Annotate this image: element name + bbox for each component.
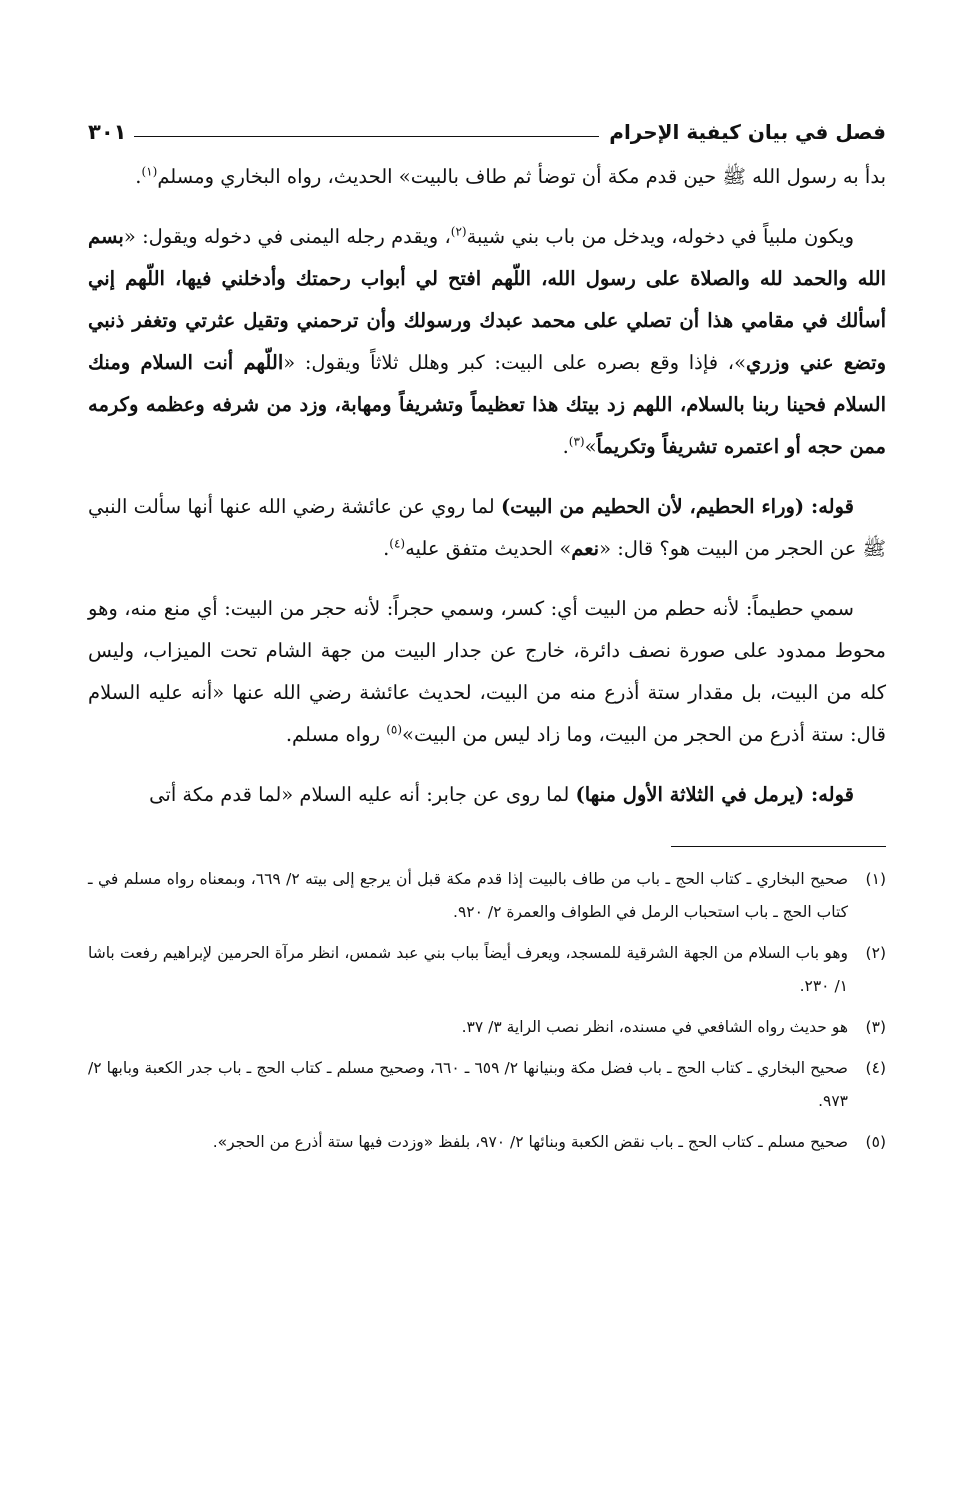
paragraph-2: ويكون ملبياً في دخوله، ويدخل من باب بني شيبة$^{(٢)}$، ويقدم رجله اليمنى في دخوله ويقول: «بسم الله والحمد لله والصلاة على رسول الله، اللّهم افتح لي أبواب رحمتك وأدخلني فيها، اللّهم إني أسألك في مقامي هذا أن تصلي على محمد عبدك ورسولك وأن ترحمني وتقيل عثرتي وتغفر ذنبي وتضع عني وزري»، فإذا وقع بصره على البيت: كبر وهلل ثلاثاً ويقول: «اللّهم أنت السلام ومنك السلام فحينا ربنا بالسلام، اللهم زد بيتك هذا تعظيماً وتشريفاً ومهابة، وزد من شرفه وعظمه وكرمه ممن حجه أو اعتمره تشريفاً وتكريماً»$^{(٣)}$. (88, 224, 886, 458)
footnote-item (88, 1126, 886, 1159)
quote-heading: قوله: (وراء الحطيم، لأن الحطيم من البيت) (500, 495, 854, 518)
footnote-ref-4: (٤) (389, 536, 406, 551)
footnote-item (88, 1011, 886, 1044)
footnote-mark: (٢) (865, 944, 886, 962)
footnote-text: صحيح البخاري ـ كتاب الحج ـ باب من طاف بالبيت إذا قدم مكة قبل أن يرجع إلى بيته ٢/ ٦٦٩، وبمعناه رواه مسلم في ـ كتاب الحج ـ باب استحباب الرمل في الطواف والعمرة ٢/ ٩٢٠. (88, 870, 848, 921)
footnote-ref-1: (١) (141, 164, 158, 179)
page-number: ٣٠١ (88, 120, 127, 144)
main-text (88, 156, 886, 816)
footnote-ref-3: (٣) (568, 434, 585, 449)
footnote-text: هو حديث رواه الشافعي في مسنده، انظر نصب الراية ٣/ ٣٧. (461, 1018, 848, 1036)
paragraph-4: سمي حطيماً: لأنه حطم من البيت أي: كسر، وسمي حجراً: لأنه حجر من البيت: أي منع منه، وهو محوط ممدود على صورة نصف دائرة، خارج عن جدار البيت من جهة الشام تحت الميزاب، وليس كله من البيت، بل مقدار ستة أذرع منه من البيت، لحديث عائشة رضي الله عنها «أنه عليه السلام قال: ستة أذرع من الحجر من البيت، وما زاد ليس من البيت»$^{(٥)}$ رواه مسلم. (88, 597, 886, 746)
footnote-ref-2: (٢) (450, 224, 467, 239)
supplication-text: بسم الله والحمد لله والصلاة على رسول الله، اللّهم افتح لي أبواب رحمتك وأدخلني فيها، اللّهم إني أسألك في مقامي هذا أن تصلي على محمد عبدك ورسولك وأن ترحمني وتقيل عثرتي وتغفر ذنبي وتضع عني وزري (88, 225, 886, 374)
footnote-item (88, 1052, 886, 1118)
chapter-title: فصل في بيان كيفية الإحرام (609, 120, 886, 144)
paragraph-1: بدأ به رسول الله ﷺ حين قدم مكة أن توضأ ثم طاف بالبيت» الحديث، رواه البخاري ومسلم$^{(١)}$. (135, 164, 886, 188)
footnote-text: صحيح مسلم ـ كتاب الحج ـ باب نقض الكعبة وبنائها ٢/ ٩٧٠، بلفظ «وزدت فيها ستة أذرع من الحجر». (212, 1133, 848, 1151)
footnote-mark: (٤) (865, 1059, 886, 1077)
running-header (88, 106, 886, 144)
footnote-item (88, 937, 886, 1003)
footnote-mark: (٥) (865, 1133, 886, 1151)
paragraph-3: قوله: (وراء الحطيم، لأن الحطيم من البيت) لما روي عن عائشة رضي الله عنها أنها سألت النبي ﷺ عن الحجر من البيت هو؟ قال: «نعم» الحديث متفق عليه$^{(٤)}$. (88, 495, 886, 560)
supplication-text-2: اللّهم أنت السلام ومنك السلام فحينا ربنا بالسلام، اللهم زد بيتك هذا تعظيماً وتشريفاً ومهابة، وزد من شرفه وعظمه وكرمه ممن حجه أو اعتمره تشريفاً وتكريماً (88, 351, 886, 458)
footnote-text: وهو باب السلام من الجهة الشرقية للمسجد، ويعرف أيضاً بباب بني عبد شمس، انظر مرآة الحرمين لإبراهيم رفعت باشا ١/ ٢٣٠. (88, 944, 848, 995)
footnote-ref-5: (٥) (386, 722, 403, 737)
header-rule (134, 136, 599, 137)
footnote-mark: (١) (865, 870, 886, 888)
paragraph-5: قوله: (يرمل في الثلاثة الأول منها) لما روى عن جابر: أنه عليه السلام «لما قدم مكة أتى (149, 783, 854, 806)
footnote-text: صحيح البخاري ـ كتاب الحج ـ باب فضل مكة وبنيانها ٢/ ٦٥٩ ـ ٦٦٠، وصحيح مسلم ـ كتاب الحج ـ باب جدر الكعبة وبابها ٢/ ٩٧٣. (88, 1059, 848, 1110)
footnote-mark: (٣) (865, 1018, 886, 1036)
footnote-item (88, 863, 886, 929)
footnotes (88, 863, 886, 1159)
quote-heading: قوله: (يرمل في الثلاثة الأول منها) (575, 783, 854, 806)
footnote-separator (671, 846, 886, 847)
